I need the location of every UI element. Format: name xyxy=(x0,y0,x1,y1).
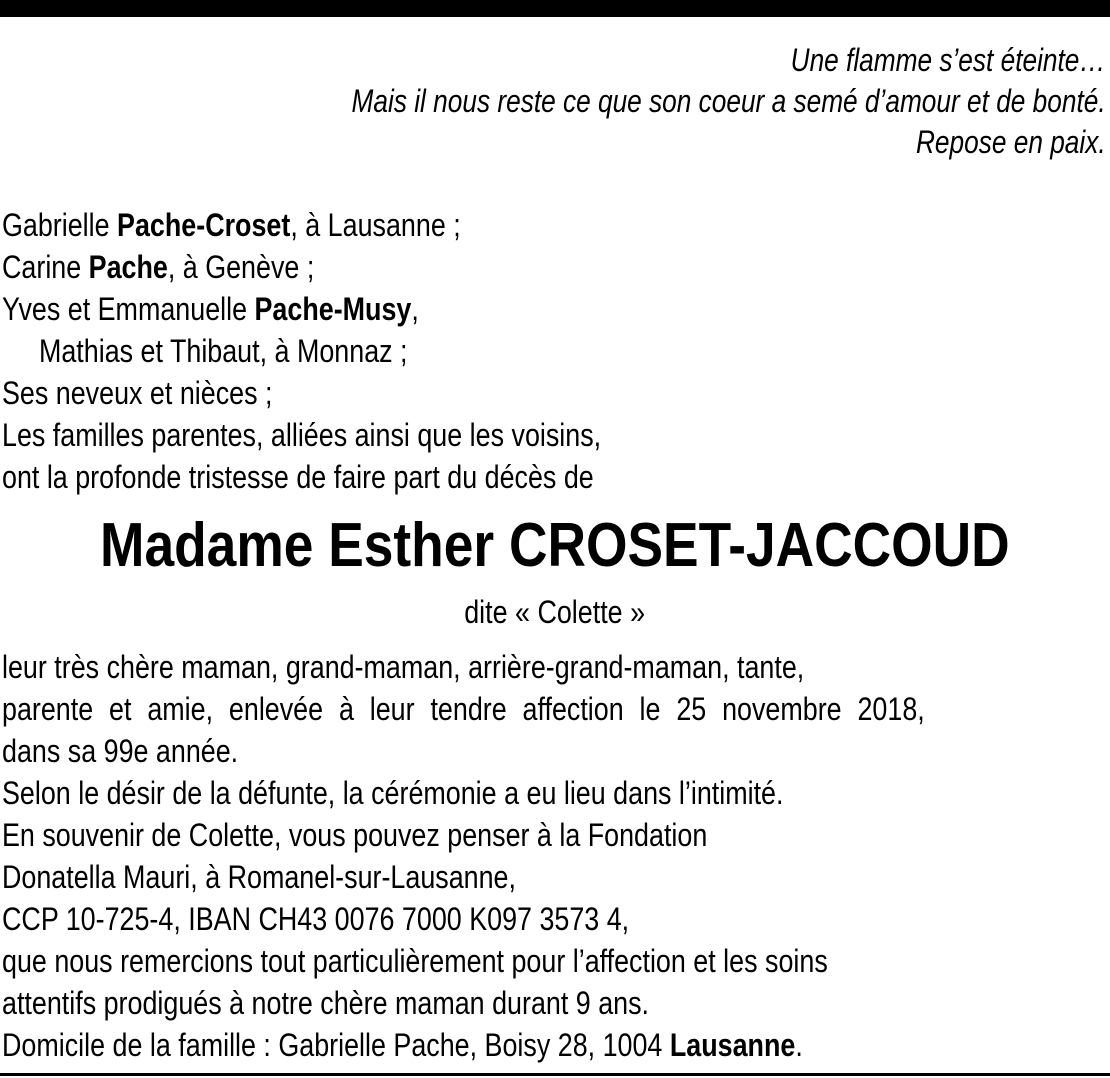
announcement-body xyxy=(2,646,925,1066)
body-line: Donatella Mauri, à Romanel-sur-Lausanne, xyxy=(2,859,516,895)
deceased-name: Madame Esther CROSET-JACCOUD xyxy=(100,511,1010,580)
family-line: Mathias et Thibaut, à Monnaz ; xyxy=(38,333,408,369)
family-line: Gabrielle Pache-Croset, à Lausanne ; xyxy=(2,207,461,243)
family-list xyxy=(2,204,601,498)
body-line: leur très chère maman, grand-maman, arrière-grand-maman, tante, xyxy=(2,649,805,685)
body-line: dans sa 99e année. xyxy=(2,733,239,769)
epigraph-line: Repose en paix. xyxy=(916,124,1106,160)
body-line: Domicile de la famille : Gabrielle Pache, Boisy 28, 1004 Lausanne. xyxy=(2,1027,803,1063)
family-line: Les familles parentes, alliées ainsi que les voisins, xyxy=(2,417,602,453)
family-line: ont la profonde tristesse de faire part du décès de xyxy=(2,459,594,495)
bottom-border-rule xyxy=(0,1073,1110,1076)
epigraph-line: Mais il nous reste ce que son coeur a semé d’amour et de bonté. xyxy=(351,83,1106,119)
body-line: que nous remercions tout particulièrement pour l’affection et les soins xyxy=(2,943,828,979)
family-line: Ses neveux et nièces ; xyxy=(2,375,273,411)
family-surname: Pache-Croset xyxy=(117,207,291,243)
body-line: attentifs prodigués à notre chère maman durant 9 ans. xyxy=(2,985,649,1021)
epigraph xyxy=(352,40,1106,163)
family-line: Carine Pache, à Genève ; xyxy=(2,249,315,285)
family-surname: Pache xyxy=(88,249,168,285)
family-line: Yves et Emmanuelle Pache-Musy, xyxy=(2,291,419,327)
body-line: Selon le désir de la défunte, la cérémonie a eu lieu dans l’intimité. xyxy=(2,775,784,811)
city-name: Lausanne xyxy=(669,1027,796,1063)
deceased-nickname: dite « Colette » xyxy=(464,594,646,630)
epigraph-line: Une flamme s’est éteinte… xyxy=(790,42,1106,78)
body-line: CCP 10-725-4, IBAN CH43 0076 7000 K097 3573 4, xyxy=(2,901,630,937)
body-line: En souvenir de Colette, vous pouvez penser à la Fondation xyxy=(2,817,708,853)
body-line: parente et amie, enlevée à leur tendre affection le 25 novembre 2018, xyxy=(2,691,925,727)
top-border-rule xyxy=(0,0,1110,17)
family-surname: Pache-Musy xyxy=(254,291,412,327)
